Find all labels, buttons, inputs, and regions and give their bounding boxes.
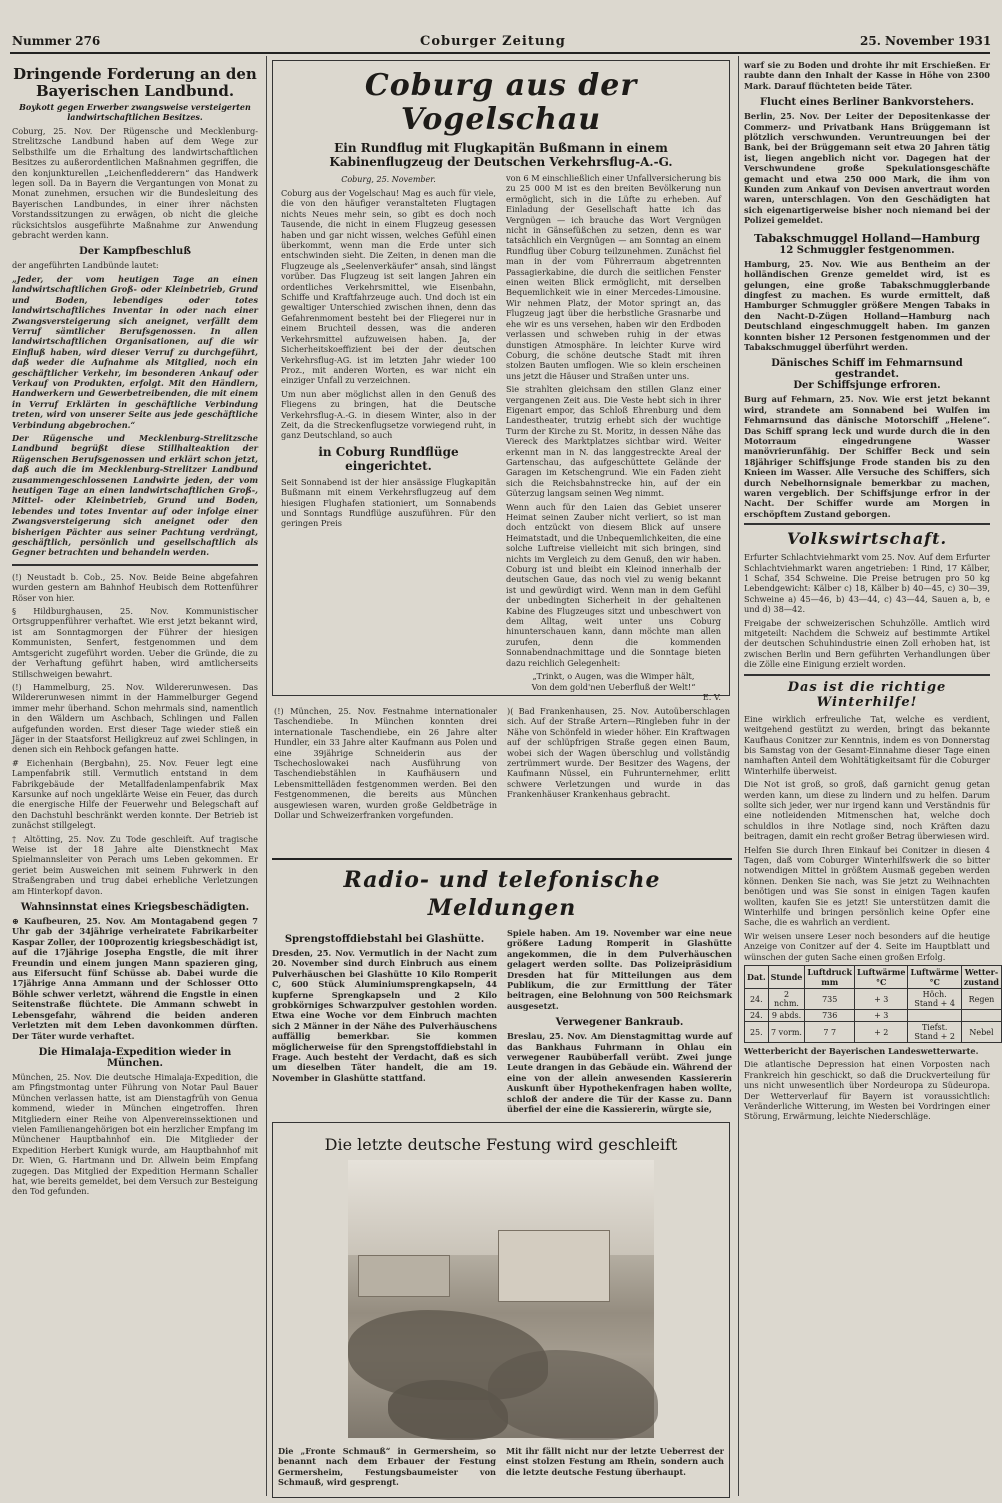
news-item: † Altötting, 25. Nov. Zu Tode geschleift. Auf tragische Weise ist der 18 Jahre alte Dienstknecht Max Spielmannsleiter von Perach ums Leben gekommen. Er geriet beim Ausweichen mit seinem Fuhrwerk in den Straßengraben und trug dabei erhebliche Verletzungen am Hinterkopf davon. xyxy=(12,833,258,896)
news-item: Breslau, 25. Nov. Am Dienstagmittag wurde auf das Bankhaus Fuhrmann in Ohlau ein verwegener Raubüberfall verübt. Zwei junge Leute drangen in das Gebäude ein. Während der eine von der allein anwesenden Kassiererin Auskunft über Hypothekenfragen haben wollte, schloß der andere die Tür der Kasse zu. Dann überfiel der eine die Kassiererin, würgte sie, xyxy=(507,1031,732,1115)
section-heading: 12 Schmuggler festgenommen. xyxy=(779,244,955,256)
news-item: Freigabe der schweizerischen Schuhzölle. Amtlich wird mitgeteilt: Nachdem die Schweiz auf bestimmte Artikel der deutschen Schuhindustrie einen Zoll erhoben hat, ist zwischen Berlin und Bern geführten Verhandlungen über die Zölle eine Einigung erzielt worden. xyxy=(744,617,990,670)
feature-text: von 6 M einschließlich einer Unfallversicherung bis zu 25 000 M ist es den breiten Bevölkerung nun ermöglicht, sich in die Lüfte zu erheben. Auf Einladung der Gesellschaft hatte ich das Vergnügen — ich brauche das Wort Vergnügen nicht in Gänsefüßchen zu setzen, denn es war tatsächlich ein Vergnügen — am Sonntag an einem Rundflug über Coburg teilzunehmen. Zunächst fiel man in der vom Führerraum abgetrennten Passagierkabine, die durch die seitlichen Fenster einen weiten Blick ermöglicht, mit derselben Bequemlichkeit wie in einer Mercedes-Limousine. Wir nehmen Platz, der Motor springt an, das Flugzeug jagt über die herbstliche Grasnarbe und ehe wir es uns versehen, haben wir den Erdboden verlassen und schweben ruhig in der etwas dunstigen Atmosphäre. In leichter Kurve wird Coburg, die schöne deutsche Stadt mit ihren stolzen Bauten umflogen. Wie so klein erscheinen uns jetzt die Häuser und Straßen unter uns. xyxy=(506,173,721,381)
feature-signature: E. V. xyxy=(702,691,721,702)
issue-date: 25. November 1931 xyxy=(860,34,992,48)
news-item: )( Bad Frankenhausen, 25. Nov. Autoüberschlagen sich. Auf der Straße Artern—Ringleben fuhr in der Nähe von Schönfeld in wieder höher. Ein Kraftwagen auf der schlüpfrigen Straße gegen einen Baum, wobei sich der Wagen überschlug und vollständig zertrümmert wurde. Der Besitzer des Wagens, der Kaufmann Nüssel, ein Fuhrunternehmer, erlitt schwere Verletzungen und wurde in das Frankenhäuser Krankenhaus gebracht. xyxy=(507,706,730,800)
weather-text: Die atlantische Depression hat einen Vorposten nach Frankreich hin geschickt, so daß die Druckverteilung für uns nicht unwesentlich über Nordeuropa zu Südeuropa. Der Wetterverlauf für Bayern ist voraussichtlich: Veränderliche Witterung, im Westen bei Vordringen einer Störung, Erwärmung, leichte Niederschläge. xyxy=(744,1059,990,1122)
news-item: warf sie zu Boden und drohte ihr mit Erschießen. Er raubte dann den Inhalt der Kasse in Höhe von 2300 Mark. Darauf flüchteten beide Täter. xyxy=(744,60,990,91)
news-item: Berlin, 25. Nov. Der Leiter der Depositenkasse der Commerz- und Privatbank Hans Brüggemann ist plötzlich verschwunden. Veruntreuungen bei der Bank, bei der Brüggemann seit etwa 20 Jahren tätig ist, liegen angeblich nicht vor. Dagegen hat der Verschwundene große Spekulationsgeschäfte gemacht und etwa 250 000 Mark, die ihm von Kunden zum Ankauf von Devisen anvertraut worden waren, unterschlagen. Von den Geschädigten hat sich eigenartigerweise bisher noch niemand bei der Polizei gemeldet. xyxy=(744,111,990,226)
article-text: Coburg, 25. Nov. Der Rügensche und Mecklenburg-Strelitzsche Landbund haben auf dem Wege zur Selbsthilfe um die Erhaltung des landwirtschaftlichen Besitzes zu außerordentlichen Maßnahmen gegriffen, die den konjunkturellen „Leichenfledderern“ das Handwerk legen soll. Da in Bayern die Vergantungen von Monat zu Monat zunehmen, ersuchen wir die Bundesleitung des Bayerischen Landbundes, in einer ihrer nächsten Vorstandssitzungen zu erwägen, ob nicht die gleiche rücksichtslos ausgeführte Maßnahme zur Anwendung gebracht werden kann. xyxy=(12,126,258,241)
news-item: Hamburg, 25. Nov. Wie aus Bentheim an der holländischen Grenze gemeldet wird, ist es gelungen, eine große Tabakschmugglerbande dingfest zu machen. Es wurde ermittelt, daß Hamburger Schmuggler größere Mengen Tabaks in den Nacht-D-Zügen Holland—Hamburg nach Deutschland eingeschmuggelt haben. Im ganzen konnten bisher 12 Personen festgenommen und der Tabakschmuggel überführt werden. xyxy=(744,258,990,352)
header-rule xyxy=(10,52,990,54)
section-heading: Sprengstoffdiebstahl bei Glashütte. xyxy=(284,934,485,945)
photo-building xyxy=(498,1230,610,1302)
left-column xyxy=(12,62,258,1492)
right-column xyxy=(744,60,1000,1496)
news-item: Die Not ist groß, so groß, daß garnicht genug getan werden kann, um diese zu lindern und zu helfen. Darum sollte sich jeder, wer nur irgend kann und Verständnis für eine notleidenden Mitmenschen hat, welche doch schuldlos in ihre Notlage sind, noch Kräften dazu beitragen, damit ein recht großer Betrag überwiesen wird. xyxy=(744,779,990,842)
news-item: München, 25. Nov. Die deutsche Himalaja-Expedition, die am Pfingstmontag unter Führung von Notar Paul Bauer München verlassen hatte, ist am Dienstagfrüh von Genua kommend, wieder in München eingetroffen. Ihren Mitgliedern einer Reihe von Alpenvereinssektionen und vielen Familienangehörigen bot ein herzlicher Empfang im Münchener Hauptbahnhof ein. Die Mitglieder der Expedition Herbert Kunigk wurde, am Hauptbahnhof mit Dr. Wien, G. Hartmann und Dr. Allwein beim Empfang zugegen. Das Mitglied der Expedition Hermann Schaller hat, wie bereits gemeldet, bei dem Versuch zur Besteigung den Tod gefunden. xyxy=(12,1071,258,1197)
weather-cell xyxy=(908,1010,961,1022)
news-item: § Hildburghausen, 25. Nov. Kommunistischer Ortsgruppenführer verhaftet. Wie erst jetzt bekannt wird, ist am Sonntagmorgen der Führer der hiesigen Kommunisten, Senfert, festgenommen und dem Amtsgericht zugeführt worden. Ueber die Gründe, die zu der Verhaftung geführt haben, wird amtlicherseits Stillschweigen bewahrt. xyxy=(12,606,258,679)
weather-cell: + 3 xyxy=(855,1010,908,1022)
radio-section xyxy=(272,864,732,1115)
section-rule xyxy=(744,674,990,676)
fortress-photo xyxy=(348,1160,654,1438)
middle-news-block xyxy=(274,706,730,854)
economy-headline: Volkswirtschaft. xyxy=(786,529,948,549)
section-heading: Dänisches Schiff im Fehmarnsund gestrandet. xyxy=(771,358,963,381)
article-text: der angeführten Landbünde lautet: xyxy=(12,260,159,271)
weather-cell: Nebel xyxy=(961,1022,1001,1043)
photo-caption xyxy=(278,1446,724,1494)
weather-cell: 2 nchm. xyxy=(768,989,805,1010)
photo-ruin xyxy=(358,1255,450,1297)
feature-verse: Von dem gold'nen Ueberfluß der Welt!“ xyxy=(531,681,696,692)
photo-title: Die letzte deutsche Festung wird geschleift xyxy=(324,1135,678,1154)
section-rule xyxy=(744,523,990,525)
weather-col-header: Stunde xyxy=(768,966,805,989)
article-headline: Dringende Forderung an den Bayerischen Landbund. xyxy=(13,65,257,100)
weather-cell: 24. xyxy=(745,1010,769,1022)
weather-table-header xyxy=(745,966,1002,989)
weather-table xyxy=(744,965,1002,1043)
news-item: Erfurter Schlachtviehmarkt vom 25. Nov. Auf dem Erfurter Schlachtviehmarkt waren angetrieben: 1 Rind, 17 Kälber, 1 Schaf, 354 Schweine. Die Preise betrugen pro 50 kg Lebendgewicht: Kälber c) 18, Kälber b) 40—45, c) 30—39, Schweine a) 45—46, b) 43—44, c) 43—44, Sauen a, b, e und d) 38—42. xyxy=(744,552,990,615)
weather-col-header: Wetter-zustand xyxy=(961,966,1001,989)
weather-cell: 25. xyxy=(745,1022,769,1043)
section-heading: Der Schiffsjunge erfroren. xyxy=(793,380,941,392)
article-quote: „Jeder, der vom heutigen Tage an einen landwirtschaftlichen Groß- oder Kleinbetrieb, Grund und Boden, lebendiges oder totes landwirtschaftliches Inventar in oder nach einer Zwangsversteigerung sich aneignet, verfällt dem Verruf sämtlicher Berufsgenossen. In allen landwirtschaftlichen Organisationen, auf die wir Einfluß haben, wird dieser Verruf zu durchgeführt, daß weder die Aufnahme als Mitglied, noch ein geschäftlicher Verkehr, im besonderen Ankauf oder Verkauf von Produkten, erfolgt. Mit den Händlern, Handwerkern und Gewerbetreibenden, die mit einem in Verruf Erklärten in geschäftliche Verbindung treten, wird von unserer Seite aus jede geschäftliche Verbindung abgebrochen.“ xyxy=(12,273,258,430)
news-item: Dresden, 25. Nov. Vermutlich in der Nacht zum 20. November sind durch Einbruch aus einem Pulverhäuschen bei Glashütte 10 Kilo Romperit C, 600 Stück Aluminiumsprengkapseln, 44 kupferne Sprengkapseln und 2 Kilo grobkörniges Schwarzpulver gestohlen worden. Etwa eine Woche vor dem Einbruch machten sich 2 Männer in der Nähe des Pulverhäuschens auffällig bemerkbar. Sie kommen möglicherweise für den Sprengstoffdiebstahl in Frage. Auch besteht der Verdacht, daß es sich um dieselben Täter handelt, die am 19. November in Glashütte stattfand. xyxy=(272,948,497,1083)
weather-row xyxy=(745,1022,1002,1043)
weather-row xyxy=(745,989,1002,1010)
weather-cell: 7 7 xyxy=(805,1022,855,1043)
section-heading: Tabakschmuggel Holland—Hamburg xyxy=(754,231,980,245)
news-item: (!) Hammelburg, 25. Nov. Wildererunwesen. Das Wildererunwesen nimmt in der Hammelburger Gegend immer mehr überhand. Schon mehrmals sind, namentlich in den Wäldern um Aschbach, Schlingen und Fallen aufgefunden worden. Erst dieser Tage wieder stieß ein Jäger in der Staatsforst Heiligkreuz auf zwei Schlingen, in denen sich ein Rehbock gefangen hatte. xyxy=(12,681,258,755)
feature-text: Sie strahlten gleichsam den stillen Glanz einer vergangenen Zeit aus. Die Veste hebt sich in ihrer Eigenart empor, das Schloß Ehrenburg und dem Landestheater, trutzig erhebt sich der wuchtige Turm der Kirche zu St. Moritz, in dessen Nähe das Viereck des Marktplatzes sichtbar wird. Weiter erkennt man in N. das langgestreckte Areal der Gartenschau, das aufgeschüttete Gelände der Garagen im Ketschengrund. Wie ein Faden zieht sich die Reichsbahnstrecke hin, auf der ein Güterzug langsam seinen Weg nimmt. xyxy=(506,384,721,499)
weather-col-header: Dat. xyxy=(745,966,769,989)
feature-subheading: in Coburg Rundflüge eingerichtet. xyxy=(318,444,459,473)
feature-text: Coburg aus der Vogelschau! Mag es auch für viele, die von den häufiger veranstalteten Flugtagen nichts Neues mehr sein, so gibt es doch noch Tausende, die nicht in einem Flugzeug gesessen haben und gar nicht wissen, welches Gefühl einen überkommt, wenn man die Erde unter sich entschwinden sieht. Die Zeiten, in denen man die Flugzeuge als „Seelenverkäufer“ ansah, sind längst vorüber. Das Flugzeug ist seit langen Jahren ein ordentliches Verkehrsmittel, wie Eisenbahn, Schiffe und Kraftfahrzeuge auch. Und doch ist ein gewaltiger Unterschied zwischen ihnen, denn das Gefahrenmoment besteht bei der Fliegerei nur in einem Bruchteil dessen, was die anderen Verkehrsmittel aufzuweisen haben. Ja, der Sicherheitskoeffizient bei der der deutschen Verkehrsflug-AG. ist im letzten Jahr wieder 100 Proz., mit anderen Worten, es war nicht ein einziger Unfall zu verzeichnen. xyxy=(281,188,496,386)
photo-rubble xyxy=(488,1350,658,1440)
feature-verse: „Trinkt, o Augen, was die Wimper hält, xyxy=(532,671,695,682)
feature-article-box xyxy=(272,60,730,702)
weather-table-body xyxy=(745,989,1002,1043)
caption-text: Die „Fronte Schmauß“ in Germersheim, so benannt nach dem Erbauer der Festung Germersheim, Festungsbaumeister von Schmauß, wird gesprengt. xyxy=(278,1446,496,1488)
article-text: Der Rügensche und Mecklenburg-Strelitzsche Landbund begrüßt diese Stillhalteaktion der Rügenschen Berufsgenossen und erklärt schon jetzt, daß auch die im Mecklenburg-Strelitzer Landbund zusammengeschlossenen Landwirte jeden, der vom heutigen Tage an einen landwirtschaftlichen Groß-, Mittel- oder Kleinbetrieb, Grund und Boden, lebendes und totes Inventar auf oder infolge einer Zwangsversteigerung sich aneignet oder den bisherigen Pächter aus seiner Pachtung verdrängt, geschäftlich, persönlich und gesellschaftlich als Gegner betrachten und behandeln werden. xyxy=(12,432,258,558)
column-divider xyxy=(266,56,267,1496)
feature-dateline: Coburg, 25. November. xyxy=(341,175,436,184)
news-item: ⊕ Kaufbeuren, 25. Nov. Am Montagabend gegen 7 Uhr gab der 34jährige verheiratete Fabrikarbeiter Kaspar Zoller, der 100prozentig kriegsbeschädigt ist, auf die 17jährige Josepha Engstle, die mit ihrer Freundin und einem jungen Mann spazieren ging, aus Eifersucht fünf Schüsse ab. Dabei wurde die 17jährige Anna Ammann und der Schlosser Otto Böhle schwer verletzt, während die Engstle in einen Seitenstraße flüchtete. Die Ammann schwebt in Lebensgefahr, während die beiden anderen Verletzten mit dem Leben davonkommen dürften. Der Täter wurde verhaftet. xyxy=(12,916,258,1041)
weather-col-header: Luftwärme °C xyxy=(908,966,961,989)
weather-cell: 9 abds. xyxy=(768,1010,805,1022)
newspaper-title: Coburger Zeitung xyxy=(420,34,566,49)
section-heading: Verwegener Bankraub. xyxy=(555,1017,684,1029)
weather-cell: 735 xyxy=(805,989,855,1010)
news-item: Eine wirklich erfreuliche Tat, welche es verdient, weitgehend gestützt zu werden, bringt das bekannte Kaufhaus Conitzer zur Kenntnis, indem es von Donnerstag bis Samstag von der Gesamt-Einnahme dieser Tage einen namhaften Anteil dem Wohltätigkeitsamt für die Coburger Winterhilfe überweist. xyxy=(744,713,990,776)
weather-cell: + 2 xyxy=(855,1022,908,1043)
weather-cell: Tiefst. Stand + 2 xyxy=(908,1022,961,1043)
news-item: Wir weisen unsere Leser noch besonders auf die heutige Anzeige von Conitzer auf der 4. Seite im Hauptblatt und wünschen der guten Sache einen großen Erfolg. xyxy=(744,930,990,962)
weather-col-header: Luftwärme °C xyxy=(855,966,908,989)
issue-number: Nummer 276 xyxy=(12,34,101,48)
weather-col-header: Luftdruck mm xyxy=(805,966,855,989)
feature-text: Um nun aber möglichst allen in den Genuß des Fliegens zu bringen, hat die Deutsche Verkehrsflug-A.-G. in diesem Winter, also in der Zeit, da die Streckenflugsetze vorwiegend ruht, in ganz Deutschland, so auch xyxy=(281,388,496,441)
feature-text: Seit Sonnabend ist der hier ansässige Flugkapitän Bußmann mit einem Verkehrsflugzeug auf dem hiesigen Flughafen stationiert, um Sonnabends und Sonntags Rundflüge auszuführen. Für den geringen Preis xyxy=(281,476,496,529)
news-item: # Eichenhain (Bergbahn), 25. Nov. Feuer legt eine Lampenfabrik still. Vermutlich entstand in dem Fabrikgebäude der Metallfadenlampenfabrik Max Karsunke auf noch ungeklärte Weise ein Feuer, das durch die energische Hilfe der Feuerwehr und Belegschaft auf den Dachstuhl beschränkt werden konnte. Der Betrieb ist zunächst stillgelegt. xyxy=(12,757,258,831)
section-heading: Die Himalaja-Expedition wieder in München. xyxy=(38,1046,232,1069)
news-item: (!) München, 25. Nov. Festnahme internationaler Taschendiebe. In München konnten drei internationale Taschendiebe, ein 26 Jahre alter Hundler, ein 33 Jahre alter Kaufmann aus Polen und eine 39jährige Schneiderin aus der Tschechoslowakei nach Ausführung von Taschendiebstählen in Kaufhäusern und Lebensmittelläden festgenommen werden. Bei den Festgenommenen, die bereits aus München ausgewiesen waren, wurden große Geldbeträge in Dollar und Schweizerfranken vorgefunden. xyxy=(274,706,497,821)
section-heading: Wahnsinnstat eines Kriegsbeschädigten. xyxy=(20,902,250,914)
weather-cell xyxy=(961,1010,1001,1022)
winterhilfe-headline: Das ist die richtige Winterhilfe! xyxy=(787,679,947,710)
section-heading: Flucht eines Berliner Bankvorstehers. xyxy=(759,97,975,109)
caption-text: Mit ihr fällt nicht nur der letzte Ueberrest der einst stolzen Festung am Rhein, sondern auch die letzte deutsche Festung überhaupt. xyxy=(506,1446,724,1477)
article-subline: Boykott gegen Erwerber zwangsweise versteigerten landwirtschaftlichen Besitzes. xyxy=(19,102,251,122)
news-item: Spiele haben. Am 19. November war eine neue größere Ladung Romperit in Glashütte angekommen, die in dem Pulverhäuschen gelagert werden sollte. Das Polizeipräsidium Dresden hat für Mitteilungen aus dem Publikum, die zur Ermittlung der Täter beitragen, eine Belohnung von 500 Reichsmark ausgesetzt. xyxy=(507,928,732,1011)
news-item: Helfen Sie durch Ihren Einkauf bei Conitzer in diesen 4 Tagen, daß vom Coburger Winterhilfswerk die so bitter notwendigen Mittel in größtem Ausmaß gegeben werden können. Denken Sie nach, was Sie jetzt zu Weihnachten benötigen und was Sie sonst in einigen Tagen kaufen wollten, kaufen Sie es jetzt! Sie unterstützen damit die Winterhilfe und bringen persönlich keine Opfer eine Sache, die es wahrlich an verdient. xyxy=(744,844,990,928)
section-rule xyxy=(12,564,258,566)
feature-subline: Ein Rundflug mit Flugkapitän Bußmann in einem Kabinenflugzeug der Deutschen Verkehrsflug-A.-G. xyxy=(329,141,673,169)
section-rule xyxy=(272,858,732,860)
weather-cell: Höch. Stand + 4 xyxy=(908,989,961,1010)
news-item: Burg auf Fehmarn, 25. Nov. Wie erst jetzt bekannt wird, strandete am Sonnabend bei Wulfen im Fehmarnsund das dänische Motorschiff „Helene“. Das Schiff sprang leck und wurde durch die in den Motorraum eingedrungene Wasser manövrierunfähig. Der Schiffer Beck und sein 18jähriger Schiffsjunge Frode standen bis zu den Knieen im Wasser. Alle Versuche des Schiffers, sich durch Nebelhornsignale bemerkbar zu machen, waren vergeblich. Der Schiffsjunge erfror in der Nacht. Der Schiffer wurde am Morgen in erschöpftem Zustand geborgen. xyxy=(744,394,990,519)
radio-headline: Radio- und telefonische Meldungen xyxy=(343,867,661,921)
feature-headline: Coburg aus der Vogelschau xyxy=(364,68,638,137)
weather-cell: Regen xyxy=(961,989,1001,1010)
news-item: (!) Neustadt b. Cob., 25. Nov. Beide Beine abgefahren wurden gestern am Bahnhof Heubisch dem Rottenführer Röser von hier. xyxy=(12,571,258,603)
feature-text: Wenn auch für den Laien das Gebiet unserer Heimat seinen Zauber nicht verliert, so ist man doch entzückt von diesem Blick auf unsere Heimatstadt, und die Unbequemlichkeiten, die eine solche Luftreise vielleicht mit sich bringen, sind nichts im Vergleich zu dem Genuß, den wir haben. Coburg ist und bleibt ein Kleinod innerhalb der deutschen Gaue, das noch viel zu wenig bekannt ist und gewürdigt wird. Wenn man in dem Gefühl der unbedingten Sicherheit in der gehaltenen Kabine des Flugzeuges sitzt und unbeschwert von dem Alltag, weit unter uns Coburg hinunterschauen kann, dann möchte man allen zurufen, denn die kommenden Sonnabendnachmittage und die Sonntage bieten dazu reichlich Gelegenheit: xyxy=(506,501,721,668)
weather-cell: + 3 xyxy=(855,989,908,1010)
weather-heading: Wetterbericht der Bayerischen Landeswetterwarte. xyxy=(744,1046,979,1057)
weather-cell: 24. xyxy=(745,989,769,1010)
weather-cell: 736 xyxy=(805,1010,855,1022)
section-heading: Der Kampfbeschluß xyxy=(79,246,191,258)
column-divider xyxy=(738,56,739,1496)
weather-row xyxy=(745,1010,1002,1022)
weather-cell: 7 vorm. xyxy=(768,1022,805,1043)
